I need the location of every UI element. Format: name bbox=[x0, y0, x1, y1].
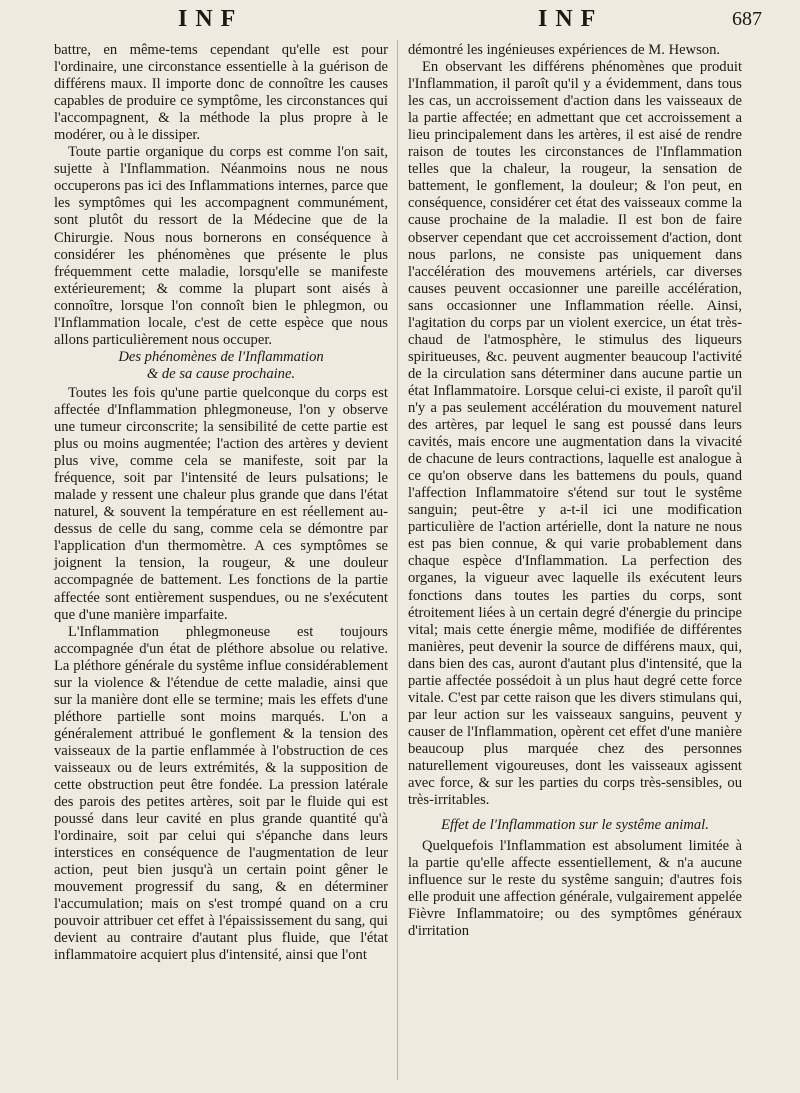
left-column bbox=[54, 42, 388, 965]
paragraph: battre, en même-tems cependant qu'elle est pour l'ordinaire, une circonstance essentielle à la guérison de différens maux. Il importe donc de connoître les causes capables de produire ce symptôme, les circonstances qui l'accompagnent, & la méthode la plus propre à le modérer, ou à le dissiper. bbox=[54, 42, 388, 144]
running-head-right: INF bbox=[538, 6, 604, 32]
right-column bbox=[408, 42, 742, 940]
section-heading-line-1: Des phénomènes de l'Inflammation bbox=[118, 348, 324, 365]
running-head-left: INF bbox=[178, 6, 244, 32]
section-heading-line-2: & de sa cause prochaine. bbox=[146, 365, 296, 382]
section-heading: Effet de l'Inflammation sur le systême animal. bbox=[441, 817, 709, 834]
column-divider bbox=[397, 40, 398, 1080]
paragraph: Toute partie organique du corps est comme l'on sait, sujette à l'Inflammation. Néanmoins nous ne nous occuperons pas ici des Inflammations internes, parce que les symptômes qui les accompagnent communément, sont plutôt du ressort de la Médecine que de la Chirurgie. Nous nous bornerons en conséquence à considérer les phénomènes que présente le plus fréquemment cette maladie, lorsqu'elle se manifeste extérieurement; & comme la plupart sont aisés à connoître, lorsque l'on connoît bien le phlegmon, ou l'Inflammation locale, c'est de cette espèce que nous allons particulièrement nous occuper. bbox=[54, 144, 388, 348]
paragraph: Toutes les fois qu'une partie quelconque du corps est affectée d'Inflammation phlegmoneuse, l'on y observe une tumeur circonscrite; la sensibilité de cette partie est plus ou moins augmentée; l'action des artères y devient plus vive, comme cela se manifeste, soit par la fréquence, soit par l'intensité de leurs pulsations; le malade y ressent une chaleur plus grande que dans l'état naturel, & souvent la température en est réellement au-dessus de celle du sang, comme cela se démontre par l'application d'un thermomètre. A ces symptômes se joignent la tension, la rougeur, & une douleur accompagnée de battement. Les fonctions de la partie affectée sont entièrement suspendues, ou ne s'exécutent que d'une manière imparfaite. bbox=[54, 384, 388, 623]
paragraph: Quelquefois l'Inflammation est absolument limitée à la partie qu'elle affecte essentiellement, & n'a aucune influence sur le reste du systême sanguin; d'autres fois elle produit une affection générale, vulgairement appelée Fièvre Inflammatoire; ou des symptômes généraux d'irritation bbox=[408, 838, 742, 940]
paragraph: En observant les différens phénomènes que produit l'Inflammation, il paroît qu'il y a évidemment, dans tous les cas, un accroissement d'action dans les vaisseaux de la partie affectée; en admettant que cet accroissement a lieu principalement dans les artères, il est aisé de rendre raison de toutes les circonstances de l'Inflammation telles que la chaleur, la rougeur, la sensation de battement, le gonflement, la douleur; & l'on peut, en conséquence, considérer cet état des vaisseaux comme la cause prochaine de la maladie. Il est bon de faire observer cependant que cet accroissement d'action, dont nous parlons, ne consiste pas uniquement dans l'accélération des mouvemens artériels, car diverses causes peuvent occasionner une pareille accélération, sans occasionner une Inflammation réelle. Ainsi, l'agitation du corps par un violent exercice, un état très-chaud de l'atmosphère, le stimulus des liqueurs spiritueuses, &c. peuvent augmenter beaucoup l'activité de la circulation sans déterminer dans aucune partie un état Inflammatoire. Lorsque celui-ci existe, il paroît qu'il n'y a pas seulement accélération du mouvement naturel des artères, par lequel le sang est poussé dans leurs cavités, mais encore une augmentation dans la vivacité de chacune de leurs contractions, laquelle est analogue à ce qu'on observe dans les battemens du pouls, quand l'affection Inflammatoire s'étend sur tout le systême sanguin; peut-être y a-t-il ici une modification particulière de l'action artérielle, dont la nature ne nous est pas bien connue, & qui varie probablement dans chaque espèce d'Inflammation. La perfection des organes, la vigueur avec laquelle ils exécutent leurs fonctions dans toutes les parties du corps, sont étroitement liées à un certain degré d'énergie du principe vital; mais cette énergie même, modifiée de différentes manières, peut devenir la source de différens maux, qui, dans bien des cas, auront d'autant plus d'intensité, que la partie affectée possédoit à un plus haut degré cette force vitale. C'est par cette raison que les divers stimulans qui, par leur action sur les vaisseaux sanguins, peuvent y causer de l'Inflammation, opèrent cet effet d'une manière beaucoup plus marquée chez des personnes naturellement vigoureuses, dont les vaisseaux agissent avec force, & sur les parties du corps très-sensibles, ou très-irritables. bbox=[408, 59, 742, 809]
paragraph: L'Inflammation phlegmoneuse est toujours accompagnée d'un état de pléthore absolue ou relative. La pléthore générale du systême influe considérablement sur la violence & l'étendue de cette maladie, ainsi que sur la manière dont elle se termine; mais les effets d'une pléthore partielle sont moins marqués. L'on a généralement attribué le gonflement & la tension des vaisseaux de la partie enflammée à l'obstruction de ces vaisseaux ou de leurs extrémités, & la supposition de cette obstruction peut être fondée. La pression latérale des parois des petites artères, soit par le fluide qui est poussé dans leur cavité en plus grande quantité qu'à l'ordinaire, soit par celui qui s'épanche dans leurs interstices en conséquence de l'augmentation de leur action, peut bien jusqu'à un certain point gêner le mouvement progressif du sang, & en déterminer l'accumulation; mais on s'est trompé quand on a cru pouvoir attribuer cet effet à l'épaississement du sang, qui devient au contraire d'autant plus fluide, que l'état inflammatoire acquiert plus d'intensité, ainsi que l'ont bbox=[54, 623, 388, 964]
paragraph: démontré les ingénieuses expériences de M. Hewson. bbox=[408, 42, 721, 58]
page-number: 687 bbox=[732, 8, 762, 30]
